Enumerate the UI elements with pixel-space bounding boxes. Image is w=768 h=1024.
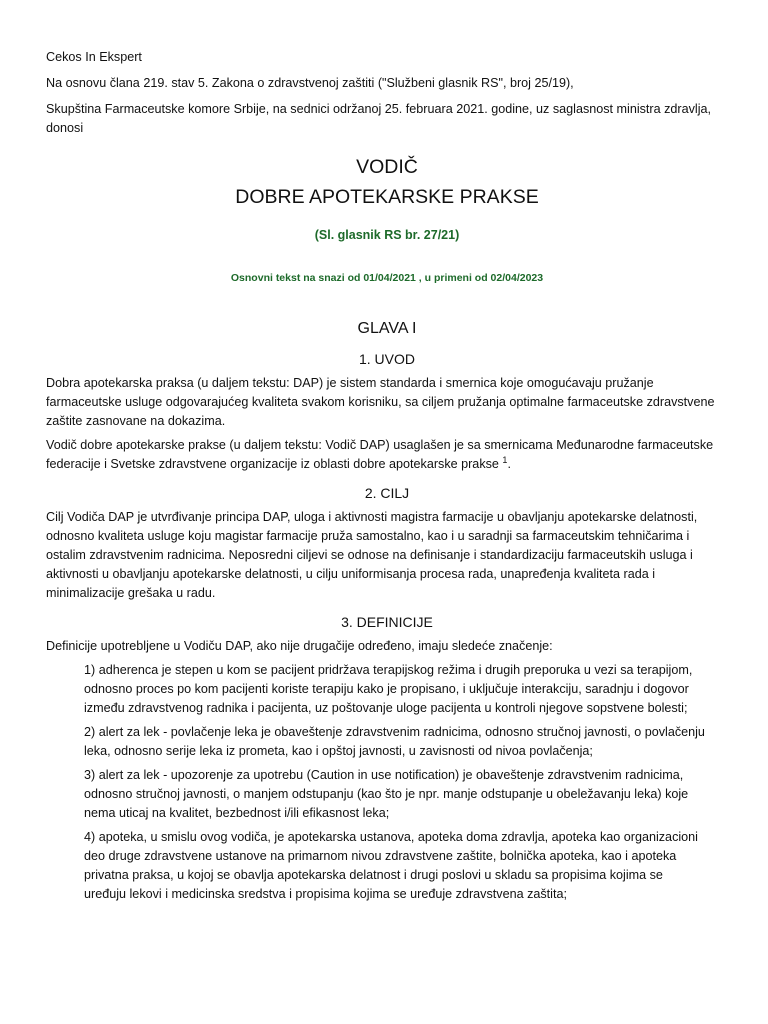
legal-basis: Na osnovu člana 219. stav 5. Zakona o zdravstvenoj zaštiti ("Službeni glasnik RS", broj 25/19), — [46, 76, 574, 90]
section-heading-definicije: 3. DEFINICIJE — [341, 614, 433, 630]
publisher-line: Cekos In Ekspert — [46, 50, 142, 64]
definition-item: 4) apoteka, u smislu ovog vodiča, je apotekarska ustanova, apoteka doma zdravlja, apoteka kao organizacioni deo druge zdravstvene ustanove na primarnom nivou zdravstvene zaštite, bolnička apoteka, kao i apoteka privatna praksa, u kojoj se obavlja apotekarska delatnost i drugi poslovi u skladu sa propisima kojima se uređuju lekovi i medicinska sredstva i propisima kojima se uređuje zdravstvena zaštita; — [84, 830, 698, 901]
definition-item: 1) adherenca je stepen u kom se pacijent pridržava terapijskog režima i drugih preporuka u vezi sa terapijom, odnosno proces po kom pacijenti koriste terapiju kako je propisano, i uključuje interakciju, saradnju i dogovor između zdravstvenog radnika i pacijenta, uz poštovanje uloge pacijenta u kontroli njegove sopstvene bolesti; — [84, 663, 693, 715]
validity-note: Osnovni tekst na snazi od 01/04/2021 , u primeni od 02/04/2023 — [230, 272, 544, 284]
definicije-intro: Definicije upotrebljene u Vodiču DAP, ako nije drugačije određeno, imaju sledeće značenje: — [46, 639, 553, 653]
uvod-paragraph-2-text: Vodič dobre apotekarske prakse (u daljem tekstu: Vodič DAP) usaglašen je sa smernicama Međunarodne farmaceutske federacije i Svetske zdravstvene organizacije iz oblasti dobre apotekarske prakse — [46, 438, 714, 471]
cilj-paragraph: Cilj Vodiča DAP je utvrđivanje principa DAP, uloga i aktivnosti magistra farmacije u obavljanju apotekarske delatnosti, odnosno kvaliteta usluge koju magistar farmacije pruža samostalno, kao i u saradnji sa farmaceutskim tehničarima i ostalim zdravstvenim radnicima. Neposredni ciljevi se odnose na definisanje i standardizaciju farmaceutskih usluga i aktivnosti u obavljanju apotekarske delatnosti, u cilju uniformisanja procesa rada, unapređenja kvaliteta rada i minimalizacije grešaka u radu. — [46, 510, 698, 600]
definition-item: 3) alert za lek - upozorenje za upotrebu (Caution in use notification) je obaveštenje zdravstvenim radnicima, odnosno stručnoj javnosti, o manjem odstupanju (kao što je npr. manje odstupanje u obeležavanju leka) koje nema uticaj na kvalitet, bezbednost i/ili efikasnost leka; — [84, 768, 689, 820]
uvod-paragraph-2-end: . — [507, 457, 511, 471]
section-heading-cilj: 2. CILJ — [364, 485, 410, 501]
adopting-body: Skupština Farmaceutske komore Srbije, na sednici održanoj 25. februara 2021. godine, uz saglasnost ministra zdravlja, donosi — [46, 102, 712, 135]
document-title — [46, 152, 728, 212]
document-intro — [46, 48, 728, 138]
chapter-heading: GLAVA I — [357, 320, 417, 337]
title-line-1: VODIČ — [356, 156, 418, 178]
footnote-ref[interactable]: 1 — [502, 454, 508, 465]
uvod-paragraph-1: Dobra apotekarska praksa (u daljem tekstu: DAP) je sistem standarda i smernica koje omogućavaju pružanje farmaceutske usluge odgovarajućeg kvaliteta svakom korisniku, sa ciljem pružanja optimalne farmaceutske zdravstvene zaštite zasnovane na dokazima. — [46, 376, 715, 428]
title-line-2: DOBRE APOTEKARSKE PRAKSE — [235, 186, 539, 208]
definition-list — [46, 661, 728, 904]
section-heading-uvod: 1. UVOD — [358, 351, 415, 367]
gazette-reference: (Sl. glasnik RS br. 27/21) — [314, 228, 460, 242]
definition-item: 2) alert za lek - povlačenje leka je obaveštenje zdravstvenim radnicima, odnosno stručnoj javnosti, o povlačenju leka, odnosno serije leka iz prometa, kao i opštoj javnosti, u zavisnosti od nivoa povlačenja; — [84, 725, 705, 758]
uvod-paragraph-2 — [46, 436, 728, 474]
